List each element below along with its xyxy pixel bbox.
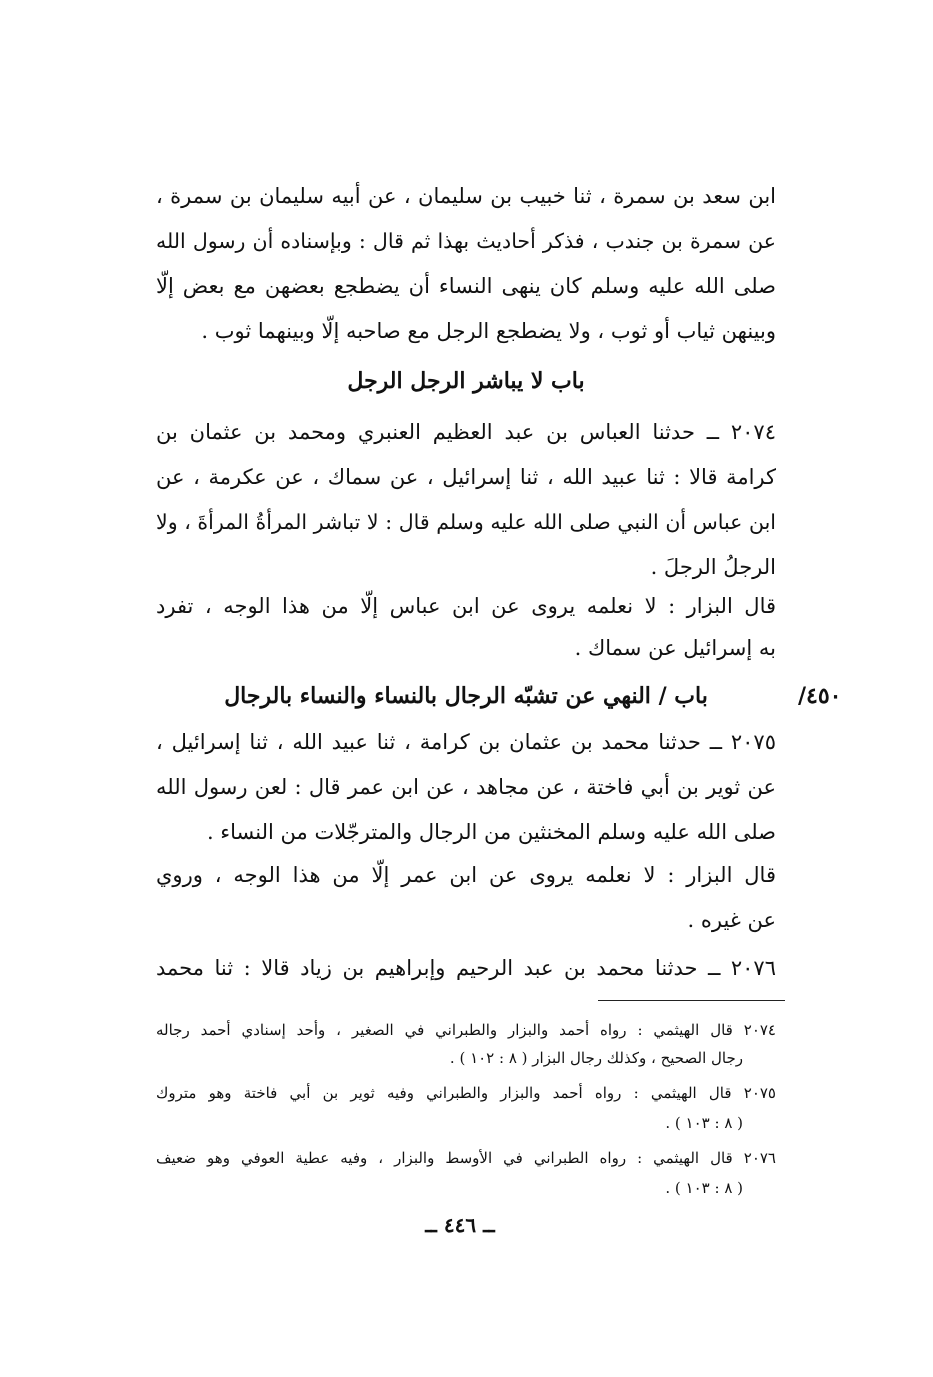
text-line: صلى الله عليه وسلم كان ينهى النساء أن يضطجع بعضهن مع بعض إلّا xyxy=(156,274,776,298)
hadith-line: صلى الله عليه وسلم المخنثين من الرجال والمترجّلات من النساء . xyxy=(206,820,776,844)
commentary-line: قال البزار : لا نعلمه يروى عن ابن عباس إلّا من هذا الوجه ، تفرد xyxy=(156,594,776,618)
footnote-line: ٢٠٧٤ قال الهيثمي : رواه أحمد والبزار والطبراني في الصغير ، وأحد إسنادي أحمد رجاله xyxy=(156,1021,776,1039)
hadith-line: ٢٠٧٥ ــ حدثنا محمد بن عثمان بن كرامة ، ثنا عبيد الله ، ثنا إسرائيل ، xyxy=(156,730,776,754)
hadith-line: ابن عباس أن النبي صلى الله عليه وسلم قال : لا تباشر المرأةُ المرأةَ ، ولا xyxy=(156,510,776,534)
text-line: وبينهن ثياب أو ثوب ، ولا يضطجع الرجل مع صاحبه إلّا وبينهما ثوب . xyxy=(201,319,776,343)
commentary-line: به إسرائيل عن سماك . xyxy=(574,636,776,660)
chapter-heading: باب / النهي عن تشبّه الرجال بالنساء والنساء بالرجال xyxy=(224,683,708,709)
chapter-heading: باب لا يباشر الرجل الرجل xyxy=(347,368,585,394)
footnote-line: ٢٠٧٥ قال الهيثمي : رواه أحمد والبزار والطبراني وفيه ثوير بن أبي فاختة وهو متروك xyxy=(156,1084,776,1102)
footnote-line: ( ٨ : ١٠٣ ) . xyxy=(665,1114,743,1132)
footnote-line: ( ٨ : ١٠٣ ) . xyxy=(665,1179,743,1197)
hadith-line: ٢٠٧٦ ــ حدثنا محمد بن عبد الرحيم وإبراهيم بن زياد قالا : ثنا محمد xyxy=(156,956,776,980)
hadith-line: الرجلُ الرجلَ . xyxy=(650,555,776,579)
text-line: ابن سعد بن سمرة ، ثنا خبيب بن سليمان ، عن أبيه سليمان بن سمرة ، xyxy=(156,184,776,208)
text-line: عن سمرة بن جندب ، فذكر أحاديث بهذا ثم قال : وبإسناده أن رسول الله xyxy=(156,229,776,253)
commentary-line: عن غيره . xyxy=(687,908,776,932)
hadith-line: عن ثوير بن أبي فاختة ، عن مجاهد ، عن ابن عمر قال : لعن رسول الله xyxy=(156,775,776,799)
hadith-line: كرامة قالا : ثنا عبيد الله ، ثنا إسرائيل ، عن سماك ، عن عكرمة ، عن xyxy=(156,465,776,489)
footnote-line: رجال الصحيح ، وكذلك رجال البزار ( ٨ : ١٠٢ ) . xyxy=(449,1049,743,1067)
footnote-separator xyxy=(598,1000,785,1001)
margin-reference: ٤٥٠/ xyxy=(798,683,842,709)
hadith-line: ٢٠٧٤ ــ حدثنا العباس بن عبد العظيم العنبري ومحمد بن عثمان بن xyxy=(156,420,776,444)
commentary-line: قال البزار : لا نعلمه يروى عن ابن عمر إلّا من هذا الوجه ، وروي xyxy=(156,863,776,887)
footnote-line: ٢٠٧٦ قال الهيثمي : رواه الطبراني في الأوسط والبزار ، وفيه عطية العوفي وهو ضعيف xyxy=(156,1149,776,1167)
page-number: ــ ٤٤٦ ــ xyxy=(425,1213,495,1237)
